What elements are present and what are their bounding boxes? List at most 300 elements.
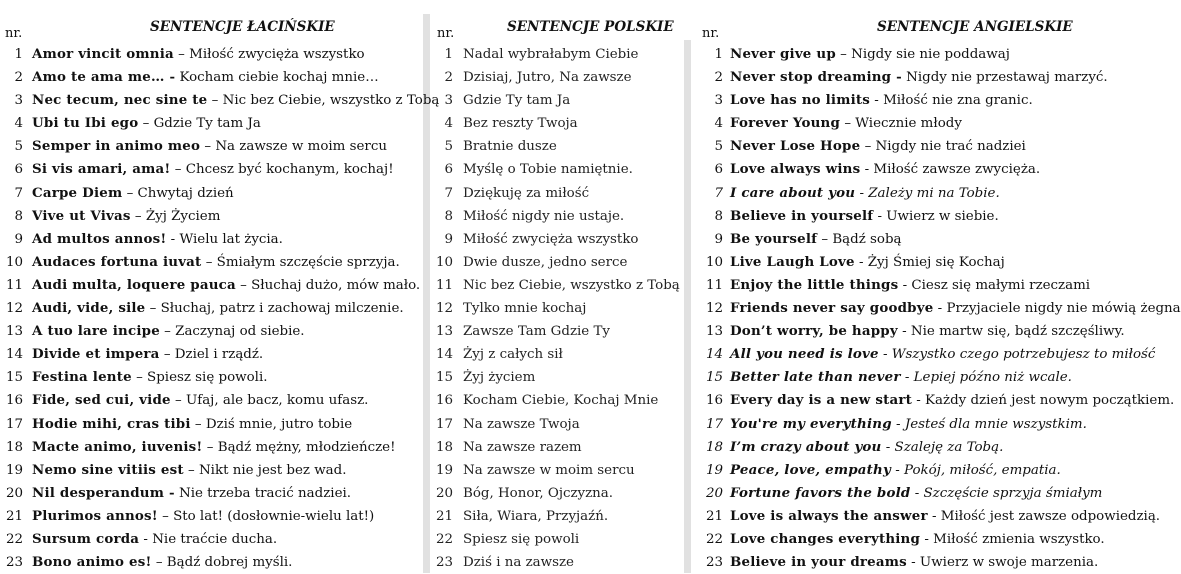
- translation-text: Śmiałym szczęście sprzyja.: [216, 254, 400, 270]
- english-row: [696, 459, 1149, 482]
- row-number: 13: [705, 324, 723, 340]
- sentence-text: Friends never say goodbye: [730, 300, 934, 317]
- sentence-text: Festina lente: [32, 369, 132, 386]
- polish-row: [431, 389, 683, 412]
- sentence-text: Spiesz się powoli: [463, 531, 580, 547]
- polish-row: [431, 158, 683, 181]
- latin-row: [0, 66, 420, 89]
- separator: –: [159, 347, 175, 363]
- row-number: 1: [714, 47, 723, 62]
- sentence-text: Love has no limits: [730, 92, 871, 109]
- row-number: 3: [14, 93, 23, 109]
- separator: -: [898, 277, 912, 293]
- sentence-text: Macte animo, iuvenis!: [32, 438, 203, 455]
- translation-text: Gdzie Ty tam Ja: [153, 116, 261, 132]
- sentence-text: Dwie dusze, jedno serce: [463, 254, 628, 270]
- row-number: 9: [14, 231, 23, 247]
- translation-text: Miłość zwycięża wszystko: [189, 47, 365, 62]
- row-number: 6: [714, 162, 723, 178]
- polish-row: [431, 135, 683, 158]
- latin-row: [0, 413, 420, 436]
- row-number: 5: [444, 139, 453, 155]
- translation-text: Słuchaj dużo, mów mało.: [251, 277, 421, 293]
- separator: –: [173, 47, 190, 62]
- sentence-text: Carpe Diem: [32, 184, 123, 201]
- sentence-text: Enjoy the little things: [730, 276, 899, 293]
- translation-text: Miłość nie zna granic.: [883, 93, 1033, 109]
- sentence-text: Bono animo es!: [32, 554, 152, 571]
- latin-row: [0, 366, 420, 389]
- sentence-text: Never stop dreaming -: [730, 69, 902, 86]
- row-number: 6: [14, 162, 23, 178]
- polish-column-title: SENTENCJE POLSKIE: [507, 19, 674, 35]
- latin-column-title: SENTENCJE ŁACIŃSKIE: [150, 19, 335, 35]
- row-number: 10: [435, 254, 453, 270]
- separator: -: [166, 231, 180, 247]
- sentence-text: Amor vincit omnia: [32, 46, 174, 62]
- row-number: 22: [5, 531, 23, 547]
- row-number: 21: [705, 508, 723, 524]
- sentence-text: You're my everything: [730, 415, 892, 432]
- sentence-text: Nil desperandum -: [32, 484, 175, 501]
- row-number: 6: [444, 162, 453, 178]
- translation-text: Nie martw się, bądź szczęśliwy.: [910, 324, 1125, 340]
- translation-text: Chwytaj dzień: [137, 185, 234, 201]
- row-number: 16: [705, 393, 723, 409]
- sentence-text: Don’t worry, be happy: [730, 323, 898, 340]
- separator: -: [881, 439, 895, 455]
- translation-text: Miłość zawsze zwycięża.: [873, 162, 1041, 178]
- latin-rows: [0, 43, 440, 574]
- separator: –: [190, 416, 206, 432]
- row-number: 11: [705, 277, 723, 293]
- polish-row: [431, 459, 683, 482]
- english-row: [696, 43, 1149, 66]
- latin-row: [0, 43, 420, 66]
- english-row: [696, 135, 1149, 158]
- row-number: 19: [705, 462, 723, 478]
- latin-row: [0, 205, 420, 228]
- sentence-text: Peace, love, empathy: [730, 461, 891, 478]
- separator: –: [138, 116, 154, 132]
- row-number: 16: [435, 393, 453, 409]
- separator: –: [200, 139, 216, 155]
- translation-text: Spiesz się powoli.: [147, 370, 268, 386]
- polish-row: [431, 436, 683, 459]
- translation-text: Nigdy nie przestawaj marzyć.: [906, 70, 1108, 86]
- sentence-text: Dzisiaj, Jutro, Na zawsze: [463, 70, 632, 86]
- translation-text: Nie traćcie ducha.: [152, 531, 278, 547]
- row-number: 2: [14, 70, 23, 86]
- sentence-text: Siła, Wiara, Przyjaźń.: [463, 508, 609, 524]
- sentence-text: Forever Young: [730, 115, 841, 132]
- sentence-text: Ad multos annos!: [32, 230, 167, 247]
- sentence-text: Żyj życiem: [463, 370, 536, 386]
- english-row: [696, 528, 1149, 551]
- polish-row: [431, 528, 683, 551]
- sentence-text: Divide et impera: [32, 346, 160, 363]
- row-number: 15: [435, 370, 453, 386]
- separator: –: [183, 462, 199, 478]
- separator: –: [840, 116, 856, 132]
- row-number: 7: [444, 185, 453, 201]
- sentence-text: Ubi tu Ibi ego: [32, 115, 139, 132]
- separator: -: [139, 531, 153, 547]
- polish-row: [431, 89, 683, 112]
- sentence-text: Na zawsze w moim sercu: [463, 462, 635, 478]
- english-row: [696, 505, 1161, 528]
- row-number: 23: [435, 555, 453, 571]
- row-number: 20: [705, 485, 723, 501]
- row-number: 14: [5, 347, 23, 363]
- row-number: 2: [714, 70, 723, 86]
- separator: -: [873, 208, 887, 224]
- sentence-text: Love changes everything: [730, 530, 921, 547]
- row-number: 10: [5, 254, 23, 270]
- latin-row: [0, 89, 440, 112]
- separator: -: [870, 93, 884, 109]
- sentence-text: Bez reszty Twoja: [463, 116, 578, 132]
- polish-row: [431, 343, 683, 366]
- latin-row: [0, 389, 420, 412]
- polish-row: [431, 413, 683, 436]
- separator: -: [910, 485, 924, 501]
- sentence-text: Zawsze Tam Gdzie Ty: [463, 324, 610, 340]
- latin-nr-label: nr.: [5, 26, 23, 41]
- row-number: 1: [444, 47, 453, 62]
- translation-text: Miłość jest zawsze odpowiedzią.: [940, 508, 1161, 524]
- sentence-text: Audi multa, loquere pauca: [32, 276, 236, 293]
- latin-row: [0, 274, 420, 297]
- sentence-text: Sursum corda: [32, 530, 140, 547]
- sentence-text: All you need is love: [730, 346, 879, 363]
- row-number: 5: [714, 139, 723, 155]
- sentence-text: Miłość zwycięża wszystko: [463, 231, 639, 247]
- separator: -: [878, 347, 892, 363]
- separator: –: [817, 231, 833, 247]
- row-number: 15: [5, 370, 23, 386]
- polish-row: [431, 66, 683, 89]
- latin-row: [0, 297, 420, 320]
- english-row: [696, 482, 1149, 505]
- sentence-text: Every day is a new start: [730, 392, 912, 409]
- translation-text: Miłość zmienia wszystko.: [933, 531, 1105, 547]
- polish-row: [431, 228, 683, 251]
- english-row: [696, 182, 1149, 205]
- sentence-text: Be yourself: [730, 230, 818, 247]
- latin-row: [0, 551, 420, 574]
- row-number: 7: [714, 185, 723, 201]
- polish-row: [431, 43, 683, 66]
- latin-row: [0, 320, 420, 343]
- english-row: [696, 366, 1149, 389]
- row-number: 8: [14, 208, 23, 224]
- separator: –: [860, 139, 876, 155]
- translation-text: Nie trzeba tracić nadziei.: [179, 485, 352, 501]
- row-number: 19: [5, 462, 23, 478]
- translation-text: Nic bez Ciebie, wszystko z Tobą: [222, 93, 440, 109]
- translation-text: Dziś mnie, jutro tobie: [205, 416, 353, 432]
- translation-text: Wielu lat życia.: [179, 231, 283, 247]
- translation-text: Nikt nie jest bez wad.: [198, 462, 347, 478]
- row-number: 12: [435, 301, 453, 317]
- translation-text: Zaczynaj od siebie.: [175, 324, 305, 340]
- separator: –: [170, 393, 186, 409]
- column-divider-2: [684, 40, 691, 573]
- row-number: 8: [444, 208, 453, 224]
- translation-text: Na zawsze w moim sercu: [215, 139, 387, 155]
- sentence-text: Better late than never: [730, 369, 901, 386]
- translation-text: Słuchaj, patrz i zachowaj milczenie.: [160, 301, 404, 317]
- sentence-text: Semper in animo meo: [32, 138, 201, 155]
- row-number: 12: [705, 301, 723, 317]
- row-number: 23: [705, 555, 723, 571]
- separator: –: [202, 439, 218, 455]
- separator: –: [151, 555, 167, 571]
- latin-row: [0, 482, 420, 505]
- separator: –: [130, 208, 146, 224]
- separator: -: [927, 508, 941, 524]
- translation-text: Szczęście sprzyja śmiałym: [923, 485, 1103, 501]
- row-number: 8: [714, 208, 723, 224]
- row-number: 20: [5, 485, 23, 501]
- row-number: 17: [5, 416, 23, 432]
- row-number: 17: [435, 416, 453, 432]
- separator: -: [900, 370, 914, 386]
- latin-row: [0, 528, 420, 551]
- polish-sentences-column: [431, 0, 683, 573]
- latin-row: [0, 228, 420, 251]
- row-number: 17: [705, 416, 723, 432]
- translation-text: Wszystko czego potrzebujesz to miłość: [891, 347, 1156, 363]
- row-number: 22: [705, 531, 723, 547]
- row-number: 19: [435, 462, 453, 478]
- sentence-text: I care about you: [730, 184, 856, 201]
- translation-text: Przyjaciele nigdy nie mówią żegna: [946, 301, 1181, 317]
- translation-text: Żyj Śmiej się Kochaj: [867, 254, 1005, 270]
- sentence-text: Love is always the answer: [730, 507, 928, 524]
- sentence-text: Kocham Ciebie, Kochaj Mnie: [463, 393, 659, 409]
- sentence-text: Fortune favors the bold: [730, 484, 911, 501]
- english-row: [696, 205, 1149, 228]
- polish-row: [431, 112, 683, 135]
- sentence-text: Tylko mnie kochaj: [463, 301, 587, 317]
- english-row: [696, 274, 1149, 297]
- sentence-text: Love always wins: [730, 161, 861, 178]
- separator: –: [131, 370, 148, 386]
- translation-text: Nigdy nie trać nadziei: [875, 139, 1026, 155]
- separator: –: [122, 185, 138, 201]
- translation-text: Sto lat! (dosłownie-wielu lat!): [173, 508, 375, 524]
- separator: -: [854, 254, 868, 270]
- english-rows: [696, 43, 1181, 574]
- separator: –: [835, 47, 852, 62]
- polish-rows: [431, 43, 683, 574]
- separator: –: [170, 162, 186, 178]
- separator: -: [897, 324, 911, 340]
- latin-row: [0, 505, 420, 528]
- polish-row: [431, 205, 683, 228]
- latin-row: [0, 459, 420, 482]
- row-number: 2: [444, 70, 453, 86]
- sentence-text: Bratnie dusze: [463, 139, 557, 155]
- sentence-text: Si vis amari, ama!: [32, 161, 171, 178]
- row-number: 18: [5, 439, 23, 455]
- polish-row: [431, 551, 683, 574]
- translation-text: Kocham ciebie kochaj mnie…: [179, 70, 379, 86]
- sentence-text: Fide, sed cui, vide: [32, 392, 171, 409]
- separator: -: [920, 531, 934, 547]
- translation-text: Żyj Życiem: [145, 208, 221, 224]
- polish-row: [431, 320, 683, 343]
- polish-row: [431, 482, 683, 505]
- sentence-text: A tuo lare incipe: [32, 323, 160, 340]
- english-row: [696, 320, 1149, 343]
- row-number: 11: [435, 277, 453, 293]
- sentence-text: Dziś i na zawsze: [463, 555, 574, 571]
- translation-text: Dziel i rządź.: [174, 347, 264, 363]
- translation-text: Szaleję za Tobą.: [894, 439, 1004, 455]
- latin-row: [0, 182, 420, 205]
- separator: –: [207, 93, 223, 109]
- translation-text: Uwierz w siebie.: [886, 208, 999, 224]
- english-row: [696, 66, 1149, 89]
- english-row: [696, 343, 1156, 366]
- translation-text: Zależy mi na Tobie.: [868, 185, 1000, 201]
- polish-row: [431, 505, 683, 528]
- sentence-text: Audi, vide, sile: [32, 300, 146, 317]
- sentence-text: Believe in your dreams: [730, 554, 907, 571]
- row-number: 16: [5, 393, 23, 409]
- translation-text: Lepiej późno niż wcale.: [913, 370, 1072, 386]
- latin-row: [0, 436, 420, 459]
- english-row: [696, 112, 1149, 135]
- sentence-text: Nec tecum, nec sine te: [32, 92, 208, 109]
- polish-row: [431, 297, 683, 320]
- translation-text: Uwierz w swoje marzenia.: [919, 555, 1099, 571]
- row-number: 4: [444, 116, 453, 132]
- separator: -: [912, 393, 926, 409]
- row-number: 3: [444, 93, 453, 109]
- latin-row: [0, 251, 420, 274]
- sentence-text: Never Lose Hope: [730, 138, 861, 155]
- translation-text: Bądź dobrej myśli.: [166, 555, 293, 571]
- row-number: 14: [705, 347, 723, 363]
- separator: -: [855, 185, 869, 201]
- english-column-title: SENTENCJE ANGIELSKIE: [877, 19, 1073, 35]
- latin-row: [0, 343, 420, 366]
- row-number: 5: [14, 139, 23, 155]
- row-number: 18: [705, 439, 723, 455]
- translation-text: Każdy dzień jest nowym początkiem.: [925, 393, 1175, 409]
- separator: –: [157, 508, 174, 524]
- sentence-text: I’m crazy about you: [730, 438, 882, 455]
- english-row: [696, 297, 1181, 320]
- sentence-text: Nic bez Ciebie, wszystko z Tobą: [463, 277, 680, 293]
- english-row: [696, 89, 1149, 112]
- english-row: [696, 228, 1149, 251]
- polish-row: [431, 366, 683, 389]
- sentence-text: Vive ut Vivas: [32, 207, 131, 224]
- english-row: [696, 436, 1149, 459]
- translation-text: Bądź mężny, młodzieńcze!: [217, 439, 396, 455]
- separator: –: [201, 254, 217, 270]
- sentence-text: Gdzie Ty tam Ja: [463, 93, 571, 109]
- polish-row: [431, 251, 683, 274]
- separator: -: [860, 162, 874, 178]
- translation-text: Wiecznie młody: [855, 116, 962, 132]
- row-number: 1: [14, 47, 23, 62]
- row-number: 4: [714, 116, 723, 132]
- sentence-text: Plurimos annos!: [32, 507, 158, 524]
- row-number: 22: [435, 531, 453, 547]
- polish-nr-label: nr.: [437, 26, 455, 41]
- separator: -: [906, 555, 920, 571]
- row-number: 21: [5, 508, 23, 524]
- sentence-text: Hodie mihi, cras tibi: [32, 415, 191, 432]
- translation-text: Nigdy sie nie poddawaj: [851, 47, 1010, 62]
- sentence-text: Myślę o Tobie namiętnie.: [463, 162, 633, 178]
- row-number: 9: [444, 231, 453, 247]
- sentence-text: Nadal wybrałabym Ciebie: [463, 47, 639, 62]
- translation-text: Ciesz się małymi rzeczami: [911, 277, 1091, 293]
- sentence-text: Believe in yourself: [730, 207, 874, 224]
- row-number: 4: [14, 116, 23, 132]
- english-row: [696, 251, 1149, 274]
- sentence-text: Amo te ama me… -: [32, 69, 176, 86]
- translation-text: Bądź sobą: [832, 231, 902, 247]
- english-row: [696, 158, 1149, 181]
- row-number: 13: [435, 324, 453, 340]
- sentence-text: Dziękuję za miłość: [463, 185, 590, 201]
- translation-text: Chcesz być kochanym, kochaj!: [185, 162, 394, 178]
- row-number: 21: [435, 508, 453, 524]
- translation-text: Jesteś dla mnie wszystkim.: [904, 416, 1087, 432]
- english-row: [696, 413, 1149, 436]
- row-number: 23: [5, 555, 23, 571]
- row-number: 9: [714, 231, 723, 247]
- sentence-text: Na zawsze Twoja: [463, 416, 580, 432]
- english-row: [696, 389, 1175, 412]
- separator: –: [159, 324, 176, 340]
- latin-row: [0, 135, 420, 158]
- sentence-text: Live Laugh Love: [730, 253, 855, 270]
- sentence-text: Żyj z całych sił: [463, 347, 563, 363]
- latin-row: [0, 112, 420, 135]
- latin-sentences-column: [0, 0, 440, 573]
- english-row: [696, 551, 1149, 574]
- row-number: 18: [435, 439, 453, 455]
- latin-row: [0, 158, 420, 181]
- separator: -: [890, 462, 905, 478]
- separator: –: [145, 301, 161, 317]
- sentence-text: Never give up: [730, 46, 836, 62]
- row-number: 15: [705, 370, 723, 386]
- sentence-text: Audaces fortuna iuvat: [32, 253, 202, 270]
- separator: –: [235, 277, 252, 293]
- separator: -: [891, 416, 905, 432]
- polish-row: [431, 182, 683, 205]
- row-number: 10: [705, 254, 723, 270]
- polish-row: [431, 274, 683, 297]
- row-number: 12: [5, 301, 23, 317]
- sentence-text: Nemo sine vitiis est: [32, 461, 184, 478]
- english-sentences-column: [696, 0, 1181, 573]
- translation-text: Pokój, miłość, empatia.: [904, 462, 1061, 478]
- sentence-text: Miłość nigdy nie ustaje.: [463, 208, 625, 224]
- row-number: 3: [714, 93, 723, 109]
- row-number: 20: [435, 485, 453, 501]
